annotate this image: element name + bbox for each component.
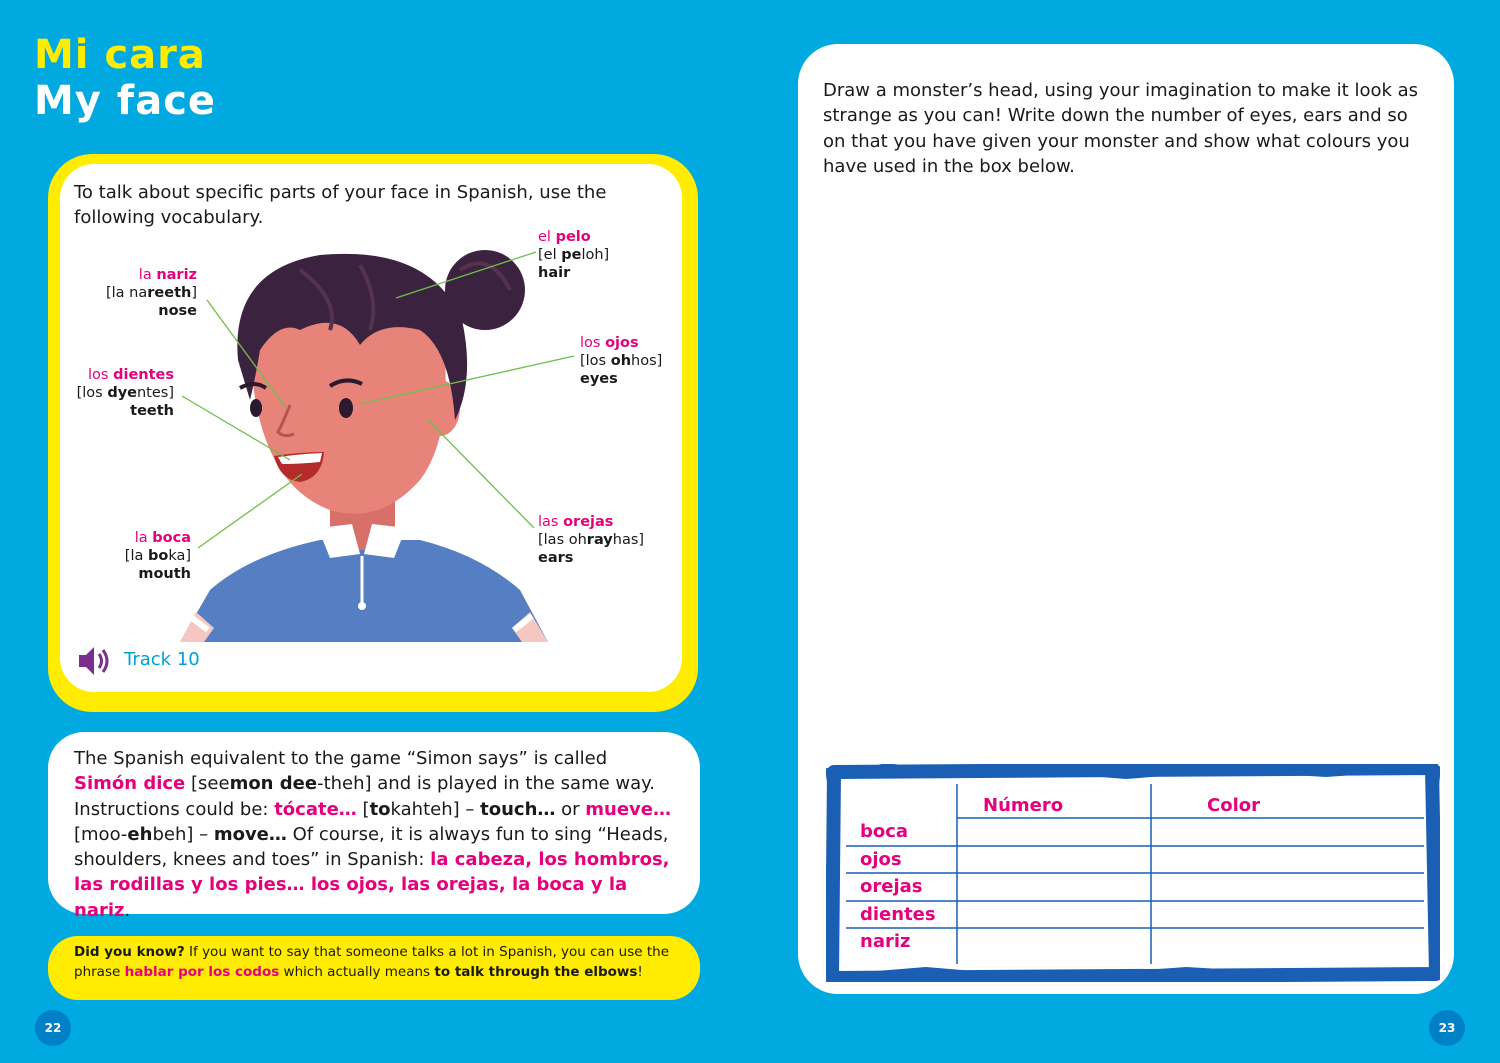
activity-instructions: Draw a monster’s head, using your imagination to make it look as strange as you can! Write down the number of eyes, ears and so on that you have given your monster and show what colours you have used in the box below. [823,80,1419,177]
table-header-numero: Número [983,795,1064,816]
title-english: My face [34,78,217,124]
vocab-hair: el pelo [el peloh] hair [538,229,610,281]
page-number-right: 23 [1429,1010,1465,1046]
vocab-eyes: los ojos [los ohhos] eyes [580,335,663,387]
eye-right [339,398,353,418]
table-row-ojos: ojos [860,849,902,870]
simon-says-text: The Spanish equivalent to the game “Simon says” is called Simón dice [seemon dee-theh] and is played in the same way. Instructions could be: tócate… [tokahteh] – touch… or mueve… [moo-ehbeh] – move… Of course, it is always fun to sing “Heads, shoulders, knees and toes” in Spanish: la cabeza, los hombros, las rodillas y los pies… los ojos, las orejas, la boca y la nariz. [74,748,671,921]
shirt [180,540,548,642]
vocab-mouth: la boca [la boka] mouth [124,530,191,582]
table-row-boca: boca [860,821,909,842]
vocab-ears: las orejas [las ohrayhas] ears [538,514,645,566]
page-number-left: 22 [35,1010,71,1046]
table-header-color: Color [1207,795,1260,816]
table-row-nariz: nariz [860,931,911,952]
table-row-dientes: dientes [860,904,936,925]
vocab-intro: To talk about specific parts of your face in Spanish, use the following vocabulary. [74,182,607,228]
table-row-orejas: orejas [860,876,923,897]
vocab-nose: la nariz [la nareeth] nose [105,267,197,319]
eye-left [250,399,262,417]
vocab-teeth: los dientes [los dyentes] teeth [76,367,174,419]
monster-table [826,764,1440,982]
speaker-icon[interactable] [76,643,112,679]
did-you-know-text: Did you know? If you want to say that someone talks a lot in Spanish, you can use the phrase hablar por los codos which actually means to talk through the elbows! [74,944,670,980]
audio-track-label[interactable]: Track 10 [124,649,200,670]
title-spanish: Mi cara [34,32,206,78]
